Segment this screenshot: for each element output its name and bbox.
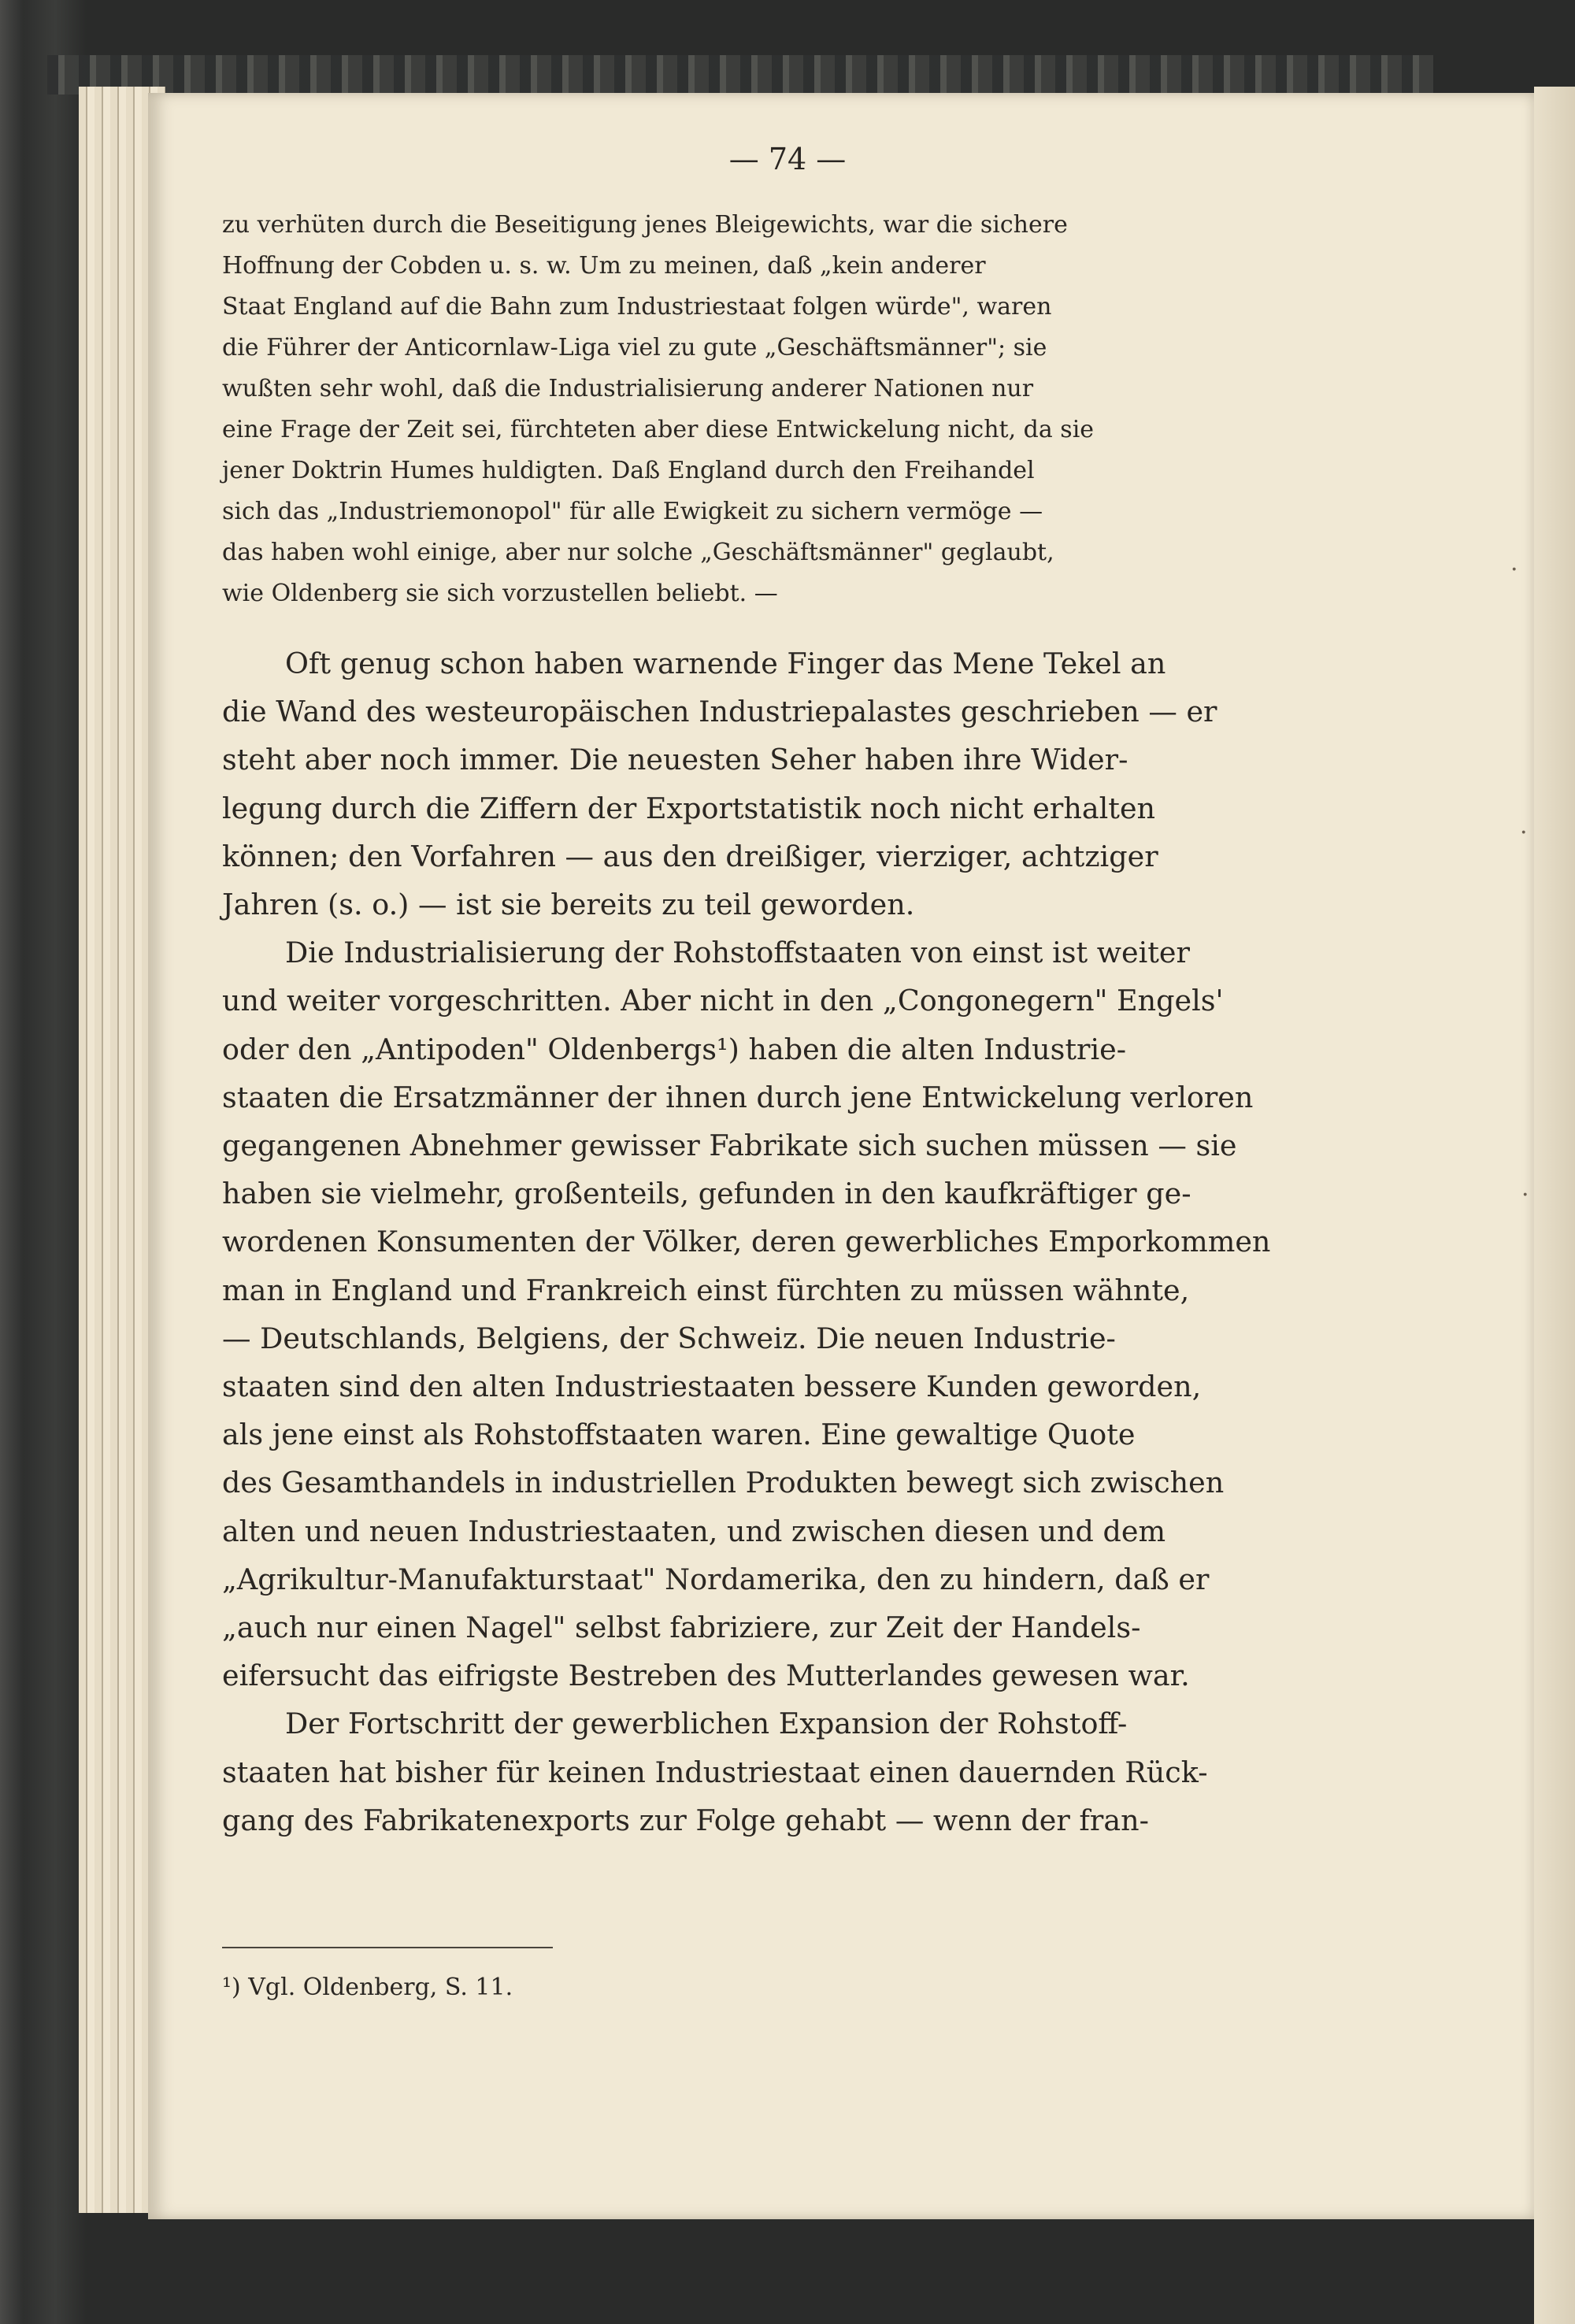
text-line: gang des Fabrikatenexports zur Folge gehabt — wenn der fran- [222, 1803, 1149, 1837]
footnote: ¹) Vgl. Oldenberg, S. 11. [222, 1974, 513, 2001]
text-line: haben sie vielmehr, großenteils, gefunden in den kaufkräftiger ge- [222, 1177, 1191, 1211]
text-line: staaten die Ersatzmänner der ihnen durch jene Entwickelung verloren [222, 1080, 1254, 1114]
text-line: legung durch die Ziffern der Exportstatistik noch nicht erhalten [222, 791, 1156, 825]
text-line: und weiter vorgeschritten. Aber nicht in den „Congonegern" Engels' [222, 984, 1224, 1018]
book-cover-edge [47, 55, 1433, 95]
text-line: die Wand des westeuropäischen Industriepalastes geschrieben — er [222, 695, 1217, 729]
text-line: „auch nur einen Nagel" selbst fabriziere, zur Zeit der Handels- [222, 1610, 1141, 1645]
body-text [222, 205, 1340, 1844]
text-line: Hoffnung der Cobden u. s. w. Um zu meinen, daß „kein anderer [222, 252, 986, 280]
text-line: die Führer der Anticornlaw-Liga viel zu gute „Geschäftsmänner"; sie [222, 334, 1047, 361]
text-line: Staat England auf die Bahn zum Industriestaat folgen würde", waren [222, 293, 1052, 321]
text-line: eine Frage der Zeit sei, fürchteten aber diese Entwickelung nicht, da sie [222, 416, 1095, 443]
text-line: als jene einst als Rohstoffstaaten waren. Eine gewaltige Quote [222, 1418, 1136, 1452]
text-line: staaten sind den alten Industriestaaten bessere Kunden geworden, [222, 1370, 1202, 1404]
page-number: — 74 — [728, 142, 847, 176]
text-line: das haben wohl einige, aber nur solche „Geschäftsmänner" geglaubt, [222, 539, 1054, 566]
text-line: sich das „Industriemonopol" für alle Ewigkeit zu sichern vermöge — [222, 498, 1043, 525]
text-line: wordenen Konsumenten der Völker, deren gewerbliches Emporkommen [222, 1225, 1271, 1259]
text-line: wie Oldenberg sie sich vorzustellen beliebt. — [222, 580, 778, 607]
text-line: des Gesamthandels in industriellen Produkten bewegt sich zwischen [222, 1466, 1225, 1500]
text-line: können; den Vorfahren — aus den dreißiger, vierziger, achtziger [222, 839, 1158, 873]
text-line: eifersucht das eifrigste Bestreben des Mutterlandes gewesen war. [222, 1659, 1190, 1693]
text-line: alten und neuen Industriestaaten, und zwischen diesen und dem [222, 1514, 1166, 1548]
paragraphs-2-4 [222, 639, 1340, 1844]
text-line: Der Fortschritt der gewerblichen Expansion der Rohstoff- [285, 1707, 1128, 1741]
text-line: wußten sehr wohl, daß die Industrialisierung anderer Nationen nur [222, 375, 1034, 402]
text-line: jener Doktrin Humes huldigten. Daß England durch den Freihandel [222, 457, 1035, 484]
margin-mark: · [1521, 1181, 1529, 1209]
text-line: Die Industrialisierung der Rohstoffstaaten von einst ist weiter [285, 936, 1190, 970]
margin-mark: · [1520, 819, 1528, 847]
text-line: steht aber noch immer. Die neuesten Seher haben ihre Wider- [222, 743, 1128, 777]
text-line: Jahren (s. o.) — ist sie bereits zu teil geworden. [222, 888, 915, 922]
text-line: — Deutschlands, Belgiens, der Schweiz. Die neuen Industrie- [222, 1321, 1116, 1355]
text-line: Oft genug schon haben warnende Finger das Mene Tekel an [285, 647, 1166, 680]
text-line: zu verhüten durch die Beseitigung jenes Bleigewichts, war die sichere [222, 211, 1068, 239]
margin-mark: · [1510, 556, 1518, 584]
text-line: oder den „Antipoden" Oldenbergs¹) haben die alten Industrie- [222, 1032, 1127, 1066]
paragraph-1 [222, 205, 1340, 614]
right-page-edge [1534, 87, 1575, 2324]
text-line: man in England und Frankreich einst fürchten zu müssen wähnte, [222, 1273, 1190, 1307]
text-line: staaten hat bisher für keinen Industriestaat einen dauernden Rück- [222, 1755, 1208, 1789]
footnote-rule [222, 1947, 553, 1948]
text-line: „Agrikultur-Manufakturstaat" Nordamerika, den zu hindern, daß er [222, 1562, 1210, 1596]
text-line: gegangenen Abnehmer gewisser Fabrikate sich suchen müssen — sie [222, 1129, 1237, 1163]
